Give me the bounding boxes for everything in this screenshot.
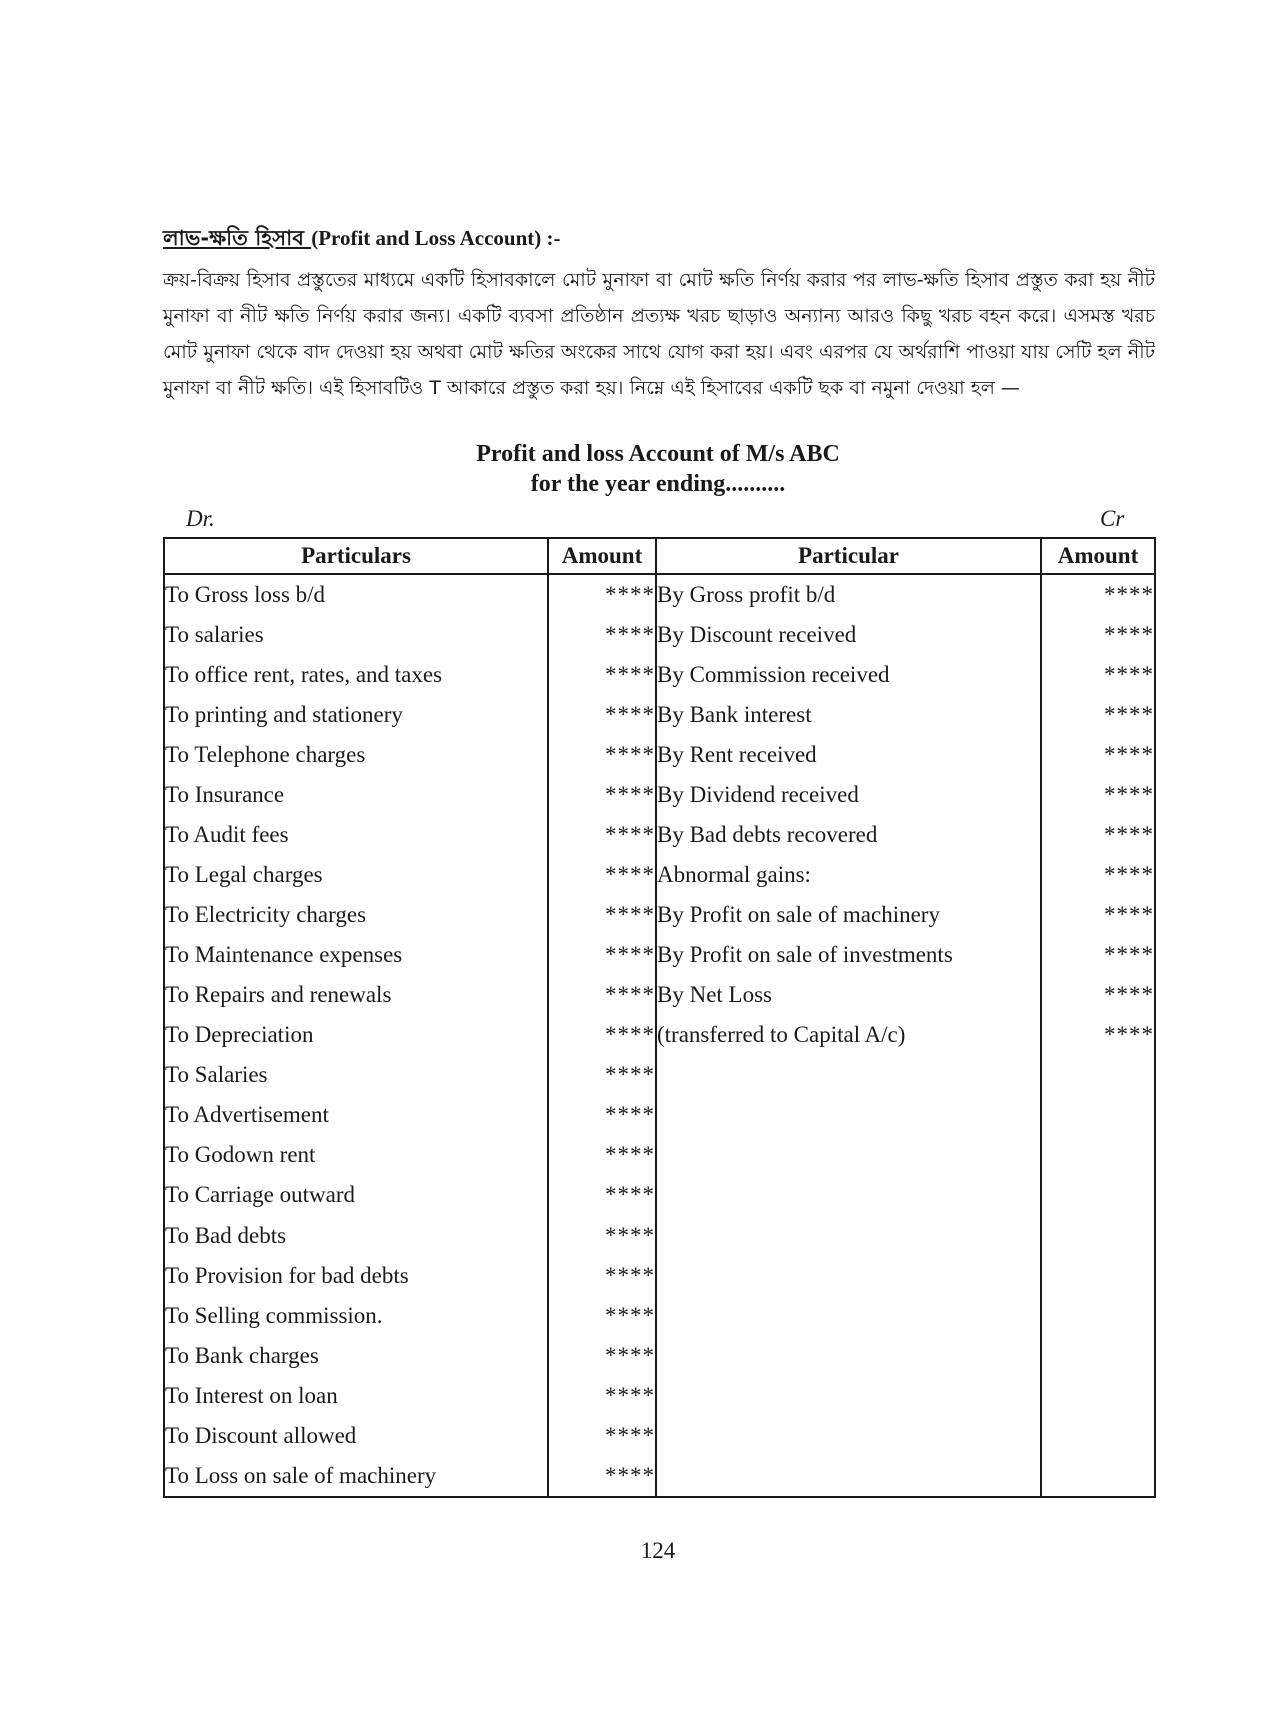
debit-amount: **** (548, 815, 656, 855)
debit-amount: **** (548, 655, 656, 695)
debit-particular: To Legal charges (164, 855, 548, 895)
table-row (164, 1055, 1155, 1095)
debit-particular: To Telephone charges (164, 735, 548, 775)
header-amount-credit: Amount (1041, 538, 1155, 574)
credit-amount: **** (1041, 655, 1155, 695)
table-row (164, 975, 1155, 1015)
credit-amount (1041, 1055, 1155, 1095)
debit-amount: **** (548, 615, 656, 655)
table-row (164, 1015, 1155, 1055)
debit-amount: **** (548, 855, 656, 895)
credit-amount (1041, 1095, 1155, 1135)
page-number: 124 (640, 1538, 676, 1563)
credit-amount: **** (1041, 935, 1155, 975)
credit-particular (656, 1416, 1041, 1456)
debit-amount: **** (548, 1376, 656, 1416)
table-row (164, 815, 1155, 855)
account-title: Profit and loss Account of M/s ABC (476, 441, 840, 467)
credit-particular (656, 1456, 1041, 1497)
table-row (164, 1456, 1155, 1497)
debit-amount: **** (548, 735, 656, 775)
credit-particular (656, 1175, 1041, 1215)
header-particulars-debit: Particulars (164, 538, 548, 574)
table-row (164, 615, 1155, 655)
credit-amount (1041, 1256, 1155, 1296)
credit-particular (656, 1216, 1041, 1256)
credit-amount (1041, 1376, 1155, 1416)
debit-particular: To Bank charges (164, 1336, 548, 1376)
table-row (164, 1416, 1155, 1456)
debit-particular: To Loss on sale of machinery (164, 1456, 548, 1497)
credit-particular (656, 1135, 1041, 1175)
debit-particular: To Repairs and renewals (164, 975, 548, 1015)
profit-loss-table (163, 537, 1156, 1498)
credit-particular: By Dividend received (656, 775, 1041, 815)
debit-particular: To Selling commission. (164, 1296, 548, 1336)
credit-particular: By Profit on sale of machinery (656, 895, 1041, 935)
debit-amount: **** (548, 695, 656, 735)
debit-particular: To Bad debts (164, 1216, 548, 1256)
table-row (164, 574, 1155, 615)
credit-amount: **** (1041, 574, 1155, 615)
credit-amount: **** (1041, 815, 1155, 855)
credit-particular (656, 1256, 1041, 1296)
section-heading (163, 222, 560, 257)
table-row (164, 1095, 1155, 1135)
credit-amount (1041, 1456, 1155, 1497)
table-row (164, 855, 1155, 895)
credit-amount: **** (1041, 1015, 1155, 1055)
credit-amount (1041, 1175, 1155, 1215)
credit-particular: By Gross profit b/d (656, 574, 1041, 615)
debit-particular: To Provision for bad debts (164, 1256, 548, 1296)
table-row (164, 1336, 1155, 1376)
credit-particular: By Net Loss (656, 975, 1041, 1015)
debit-amount: **** (548, 1015, 656, 1055)
header-amount-debit: Amount (548, 538, 656, 574)
header-particular-credit: Particular (656, 538, 1041, 574)
credit-amount (1041, 1296, 1155, 1336)
table-row (164, 1175, 1155, 1215)
credit-amount (1041, 1416, 1155, 1456)
credit-particular: By Rent received (656, 735, 1041, 775)
account-subtitle: for the year ending.......... (530, 471, 786, 497)
table-row (164, 895, 1155, 935)
debit-particular: To Audit fees (164, 815, 548, 855)
credit-amount: **** (1041, 695, 1155, 735)
debit-amount: **** (548, 1135, 656, 1175)
credit-particular: By Bad debts recovered (656, 815, 1041, 855)
table-header-row (164, 538, 1155, 574)
credit-amount: **** (1041, 735, 1155, 775)
section-heading-bengali: লাভ-ক্ষতি হিসাব (163, 226, 312, 250)
debit-amount: **** (548, 775, 656, 815)
section-heading-english: (Profit and Loss Account) :- (311, 226, 561, 250)
credit-amount (1041, 1135, 1155, 1175)
credit-particular: Abnormal gains: (656, 855, 1041, 895)
credit-particular (656, 1095, 1041, 1135)
table-row (164, 935, 1155, 975)
credit-particular (656, 1336, 1041, 1376)
debit-amount: **** (548, 1256, 656, 1296)
table-row (164, 1216, 1155, 1256)
table-row (164, 735, 1155, 775)
credit-amount (1041, 1216, 1155, 1256)
credit-amount: **** (1041, 775, 1155, 815)
debit-amount: **** (548, 975, 656, 1015)
credit-particular (656, 1296, 1041, 1336)
credit-amount: **** (1041, 975, 1155, 1015)
debit-amount: **** (548, 1296, 656, 1336)
table-row (164, 1256, 1155, 1296)
debit-particular: To Advertisement (164, 1095, 548, 1135)
table-row (164, 695, 1155, 735)
credit-label: Cr (1100, 506, 1125, 531)
table-row (164, 1296, 1155, 1336)
debit-particular: To Discount allowed (164, 1416, 548, 1456)
debit-amount: **** (548, 1175, 656, 1215)
table-row (164, 655, 1155, 695)
credit-particular: (transferred to Capital A/c) (656, 1015, 1041, 1055)
table-body (164, 574, 1155, 1497)
credit-amount: **** (1041, 615, 1155, 655)
credit-particular: By Commission received (656, 655, 1041, 695)
table-row (164, 1376, 1155, 1416)
debit-amount: **** (548, 1336, 656, 1376)
debit-particular: To printing and stationery (164, 695, 548, 735)
debit-particular: To Carriage outward (164, 1175, 548, 1215)
debit-particular: To salaries (164, 615, 548, 655)
credit-particular: By Discount received (656, 615, 1041, 655)
debit-amount: **** (548, 1456, 656, 1497)
credit-particular (656, 1376, 1041, 1416)
debit-amount: **** (548, 1095, 656, 1135)
debit-amount: **** (548, 1416, 656, 1456)
debit-label: Dr. (186, 506, 215, 531)
table-row (164, 775, 1155, 815)
debit-amount: **** (548, 1216, 656, 1256)
debit-particular: To office rent, rates, and taxes (164, 655, 548, 695)
debit-particular: To Maintenance expenses (164, 935, 548, 975)
debit-particular: To Depreciation (164, 1015, 548, 1055)
credit-particular: By Bank interest (656, 695, 1041, 735)
debit-particular: To Salaries (164, 1055, 548, 1095)
table-row (164, 1135, 1155, 1175)
debit-amount: **** (548, 1055, 656, 1095)
debit-particular: To Insurance (164, 775, 548, 815)
credit-amount (1041, 1336, 1155, 1376)
intro-paragraph: ক্রয়-বিক্রয় হিসাব প্রস্তুতের মাধ্যমে একটি হিসাবকালে মোট মুনাফা বা মোট ক্ষতি নির্ণয় করার পর লাভ-ক্ষতি হিসাব প্রস্তুত করা হয় নীট মুনাফা বা নীট ক্ষতি নির্ণয় করার জন্য। একটি ব্যবসা প্রতিষ্ঠান প্রত্যক্ষ খরচ ছাড়াও অন্যান্য আরও কিছু খরচ বহন করে। এসমস্ত খরচ মোট মুনাফা থেকে বাদ দেওয়া হয় অথবা মোট ক্ষতির অংকের সাথে যোগ করা হয়। এবং এরপর যে অর্থরাশি পাওয়া যায় সেটি হল নীট মুনাফা বা নীট ক্ষতি। এই হিসাবটিও T আকারে প্রস্তুত করা হয়। নিম্নে এই হিসাবের একটি ছক বা নমুনা দেওয়া হল — (163, 269, 1155, 399)
credit-amount: **** (1041, 855, 1155, 895)
debit-particular: To Interest on loan (164, 1376, 548, 1416)
debit-particular: To Godown rent (164, 1135, 548, 1175)
debit-amount: **** (548, 895, 656, 935)
credit-particular (656, 1055, 1041, 1095)
debit-particular: To Electricity charges (164, 895, 548, 935)
debit-amount: **** (548, 574, 656, 615)
credit-particular: By Profit on sale of investments (656, 935, 1041, 975)
debit-amount: **** (548, 935, 656, 975)
debit-particular: To Gross loss b/d (164, 574, 548, 615)
credit-amount: **** (1041, 895, 1155, 935)
